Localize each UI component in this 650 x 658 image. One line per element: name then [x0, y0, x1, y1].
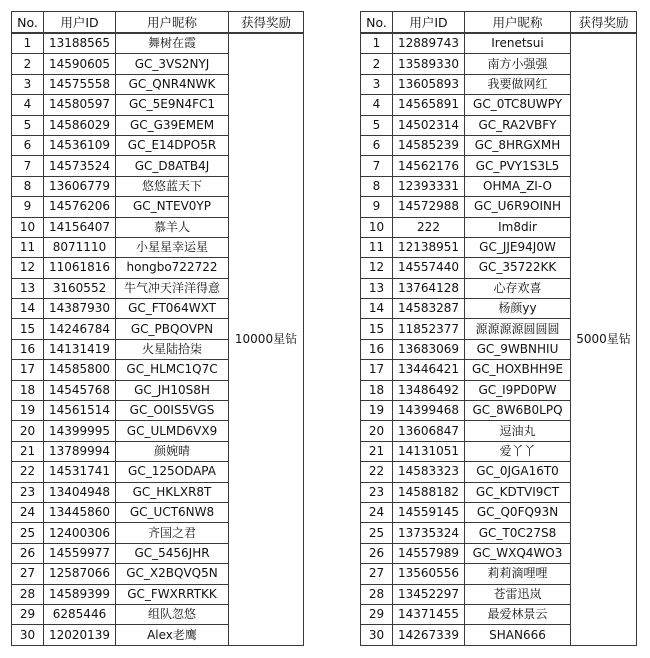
user-id: 14156407	[44, 217, 116, 237]
user-id: 14399995	[44, 421, 116, 441]
row-number: 17	[12, 360, 44, 380]
table-row	[361, 33, 637, 54]
row-number: 20	[361, 421, 393, 441]
user-id: 13188565	[44, 33, 116, 54]
user-id: 11061816	[44, 258, 116, 278]
user-id: 13486492	[393, 380, 465, 400]
row-number: 21	[361, 441, 393, 461]
user-nickname: Irenetsui	[465, 33, 571, 54]
reward-cell: 5000星钻	[571, 33, 637, 645]
row-number: 14	[361, 299, 393, 319]
user-nickname: 牛气冲天洋洋得意	[116, 278, 229, 298]
row-number: 8	[12, 176, 44, 196]
user-nickname: GC_QNR4NWK	[116, 74, 229, 94]
row-number: 5	[361, 115, 393, 135]
row-number: 22	[12, 462, 44, 482]
user-nickname: GC_X2BQVQ5N	[116, 564, 229, 584]
user-nickname: GC_HKLXR8T	[116, 482, 229, 502]
row-number: 28	[361, 584, 393, 604]
row-number: 11	[12, 237, 44, 257]
row-number: 28	[12, 584, 44, 604]
row-number: 23	[361, 482, 393, 502]
row-number: 18	[361, 380, 393, 400]
row-number: 30	[12, 625, 44, 645]
user-id: 14131419	[44, 339, 116, 359]
header-no: No.	[361, 12, 393, 34]
user-id: 13764128	[393, 278, 465, 298]
user-nickname: 心存欢喜	[465, 278, 571, 298]
user-id: 14267339	[393, 625, 465, 645]
row-number: 1	[12, 33, 44, 54]
user-id: 13589330	[393, 54, 465, 74]
row-number: 20	[12, 421, 44, 441]
user-nickname: 组队忽悠	[116, 604, 229, 624]
user-nickname: GC_PBQOVPN	[116, 319, 229, 339]
row-number: 7	[12, 156, 44, 176]
user-nickname: GC_ULMD6VX9	[116, 421, 229, 441]
row-number: 7	[361, 156, 393, 176]
user-nickname: GC_125ODAPA	[116, 462, 229, 482]
row-number: 18	[12, 380, 44, 400]
user-nickname: Im8dir	[465, 217, 571, 237]
user-nickname: Alex老鹰	[116, 625, 229, 645]
user-nickname: GC_E14DPO5R	[116, 135, 229, 155]
row-number: 16	[361, 339, 393, 359]
user-id: 8071110	[44, 237, 116, 257]
user-nickname: 舞树在霞	[116, 33, 229, 54]
user-id: 13404948	[44, 482, 116, 502]
user-nickname: GC_KDTVI9CT	[465, 482, 571, 502]
user-id: 12020139	[44, 625, 116, 645]
user-nickname: GC_3VS2NYJ	[116, 54, 229, 74]
user-id: 14583287	[393, 299, 465, 319]
row-number: 11	[361, 237, 393, 257]
user-id: 12393331	[393, 176, 465, 196]
user-nickname: GC_WXQ4WO3	[465, 543, 571, 563]
row-number: 16	[12, 339, 44, 359]
user-id: 14588182	[393, 482, 465, 502]
user-id: 3160552	[44, 278, 116, 298]
user-nickname: GC_UCT6NW8	[116, 502, 229, 522]
user-nickname: 慕羊人	[116, 217, 229, 237]
row-number: 3	[12, 74, 44, 94]
row-number: 2	[361, 54, 393, 74]
row-number: 24	[12, 502, 44, 522]
user-nickname: 齐国之君	[116, 523, 229, 543]
user-id: 12138951	[393, 237, 465, 257]
table-header-row	[361, 12, 637, 34]
user-id: 14585239	[393, 135, 465, 155]
user-nickname: GC_D8ATB4J	[116, 156, 229, 176]
row-number: 10	[12, 217, 44, 237]
header-nickname: 用户昵称	[465, 12, 571, 34]
user-nickname: GC_5456JHR	[116, 543, 229, 563]
user-id: 14536109	[44, 135, 116, 155]
row-number: 22	[361, 462, 393, 482]
user-nickname: 颜婉晴	[116, 441, 229, 461]
user-id: 14502314	[393, 115, 465, 135]
row-number: 6	[361, 135, 393, 155]
user-id: 12889743	[393, 33, 465, 54]
user-nickname: GC_I9PD0PW	[465, 380, 571, 400]
user-id: 14573524	[44, 156, 116, 176]
user-nickname: 小星星幸运星	[116, 237, 229, 257]
row-number: 14	[12, 299, 44, 319]
user-nickname: GC_8HRGXMH	[465, 135, 571, 155]
user-id: 14589399	[44, 584, 116, 604]
user-nickname: OHMA_ZI-O	[465, 176, 571, 196]
row-number: 25	[361, 523, 393, 543]
row-number: 21	[12, 441, 44, 461]
winners-table-10000	[11, 11, 304, 646]
user-id: 14131051	[393, 441, 465, 461]
row-number: 8	[361, 176, 393, 196]
header-nickname: 用户昵称	[116, 12, 229, 34]
user-nickname: GC_5E9N4FC1	[116, 95, 229, 115]
user-nickname: GC_JH10S8H	[116, 380, 229, 400]
row-number: 25	[12, 523, 44, 543]
user-id: 12400306	[44, 523, 116, 543]
row-number: 19	[12, 401, 44, 421]
row-number: 12	[361, 258, 393, 278]
user-id: 14565891	[393, 95, 465, 115]
user-id: 14371455	[393, 604, 465, 624]
user-nickname: 杨颜yy	[465, 299, 571, 319]
header-user-id: 用户ID	[393, 12, 465, 34]
user-nickname: 逗油丸	[465, 421, 571, 441]
user-nickname: 莉莉滴哩哩	[465, 564, 571, 584]
row-number: 29	[12, 604, 44, 624]
row-number: 23	[12, 482, 44, 502]
row-number: 26	[12, 543, 44, 563]
user-id: 13446421	[393, 360, 465, 380]
user-id: 222	[393, 217, 465, 237]
user-id: 14562176	[393, 156, 465, 176]
user-nickname: GC_0TC8UWPY	[465, 95, 571, 115]
user-nickname: GC_Q0FQ93N	[465, 502, 571, 522]
user-nickname: 源源源源圆圆圆	[465, 319, 571, 339]
user-id: 14575558	[44, 74, 116, 94]
row-number: 24	[361, 502, 393, 522]
table-row	[12, 33, 304, 54]
user-id: 14557989	[393, 543, 465, 563]
user-nickname: 火星陆拾柒	[116, 339, 229, 359]
user-nickname: GC_8W6B0LPQ	[465, 401, 571, 421]
user-id: 14585800	[44, 360, 116, 380]
user-id: 13560556	[393, 564, 465, 584]
user-nickname: GC_FWXRRTKK	[116, 584, 229, 604]
row-number: 15	[361, 319, 393, 339]
row-number: 10	[361, 217, 393, 237]
user-nickname: GC_PVY1S3L5	[465, 156, 571, 176]
user-id: 13683069	[393, 339, 465, 359]
user-id: 14586029	[44, 115, 116, 135]
user-id: 11852377	[393, 319, 465, 339]
row-number: 27	[12, 564, 44, 584]
row-number: 2	[12, 54, 44, 74]
user-id: 14572988	[393, 197, 465, 217]
row-number: 27	[361, 564, 393, 584]
user-id: 13606847	[393, 421, 465, 441]
row-number: 19	[361, 401, 393, 421]
user-id: 14545768	[44, 380, 116, 400]
row-number: 5	[12, 115, 44, 135]
user-id: 14557440	[393, 258, 465, 278]
user-nickname: GC_G39EMEM	[116, 115, 229, 135]
user-id: 13445860	[44, 502, 116, 522]
row-number: 4	[12, 95, 44, 115]
row-number: 15	[12, 319, 44, 339]
user-id: 13789994	[44, 441, 116, 461]
header-reward: 获得奖励	[229, 12, 304, 34]
user-id: 14399468	[393, 401, 465, 421]
header-reward: 获得奖励	[571, 12, 637, 34]
user-id: 14590605	[44, 54, 116, 74]
header-user-id: 用户ID	[44, 12, 116, 34]
user-nickname: GC_JJE94J0W	[465, 237, 571, 257]
user-id: 6285446	[44, 604, 116, 624]
user-id: 12587066	[44, 564, 116, 584]
user-id: 14561514	[44, 401, 116, 421]
user-id: 13735324	[393, 523, 465, 543]
user-id: 14246784	[44, 319, 116, 339]
user-nickname: GC_T0C27S8	[465, 523, 571, 543]
table-header-row	[12, 12, 304, 34]
user-nickname: GC_FT064WXT	[116, 299, 229, 319]
user-nickname: GC_35722KK	[465, 258, 571, 278]
row-number: 1	[361, 33, 393, 54]
user-nickname: GC_U6R9OINH	[465, 197, 571, 217]
user-nickname: GC_HLMC1Q7C	[116, 360, 229, 380]
row-number: 17	[361, 360, 393, 380]
user-nickname: 南方小强强	[465, 54, 571, 74]
user-nickname: GC_HOXBHH9E	[465, 360, 571, 380]
row-number: 9	[12, 197, 44, 217]
row-number: 13	[361, 278, 393, 298]
row-number: 12	[12, 258, 44, 278]
row-number: 4	[361, 95, 393, 115]
user-id: 14559977	[44, 543, 116, 563]
user-id: 14531741	[44, 462, 116, 482]
row-number: 13	[12, 278, 44, 298]
user-id: 14576206	[44, 197, 116, 217]
user-nickname: GC_9WBNHIU	[465, 339, 571, 359]
user-id: 14583323	[393, 462, 465, 482]
user-nickname: SHAN666	[465, 625, 571, 645]
user-id: 14580597	[44, 95, 116, 115]
user-id: 14559145	[393, 502, 465, 522]
user-nickname: 我要做网红	[465, 74, 571, 94]
user-nickname: 苍雷迅岚	[465, 584, 571, 604]
user-id: 13605893	[393, 74, 465, 94]
user-nickname: GC_O0IS5VGS	[116, 401, 229, 421]
user-nickname: GC_NTEV0YP	[116, 197, 229, 217]
header-no: No.	[12, 12, 44, 34]
user-nickname: GC_0JGA16T0	[465, 462, 571, 482]
row-number: 29	[361, 604, 393, 624]
row-number: 30	[361, 625, 393, 645]
row-number: 9	[361, 197, 393, 217]
user-nickname: hongbo722722	[116, 258, 229, 278]
user-nickname: 悠悠蓝天下	[116, 176, 229, 196]
reward-cell: 10000星钻	[229, 33, 304, 645]
row-number: 6	[12, 135, 44, 155]
winners-table-5000	[360, 11, 637, 646]
user-id: 13452297	[393, 584, 465, 604]
user-nickname: 爱丫丫	[465, 441, 571, 461]
row-number: 3	[361, 74, 393, 94]
user-id: 14387930	[44, 299, 116, 319]
user-nickname: 最爱林景云	[465, 604, 571, 624]
user-id: 13606779	[44, 176, 116, 196]
row-number: 26	[361, 543, 393, 563]
user-nickname: GC_RA2VBFY	[465, 115, 571, 135]
